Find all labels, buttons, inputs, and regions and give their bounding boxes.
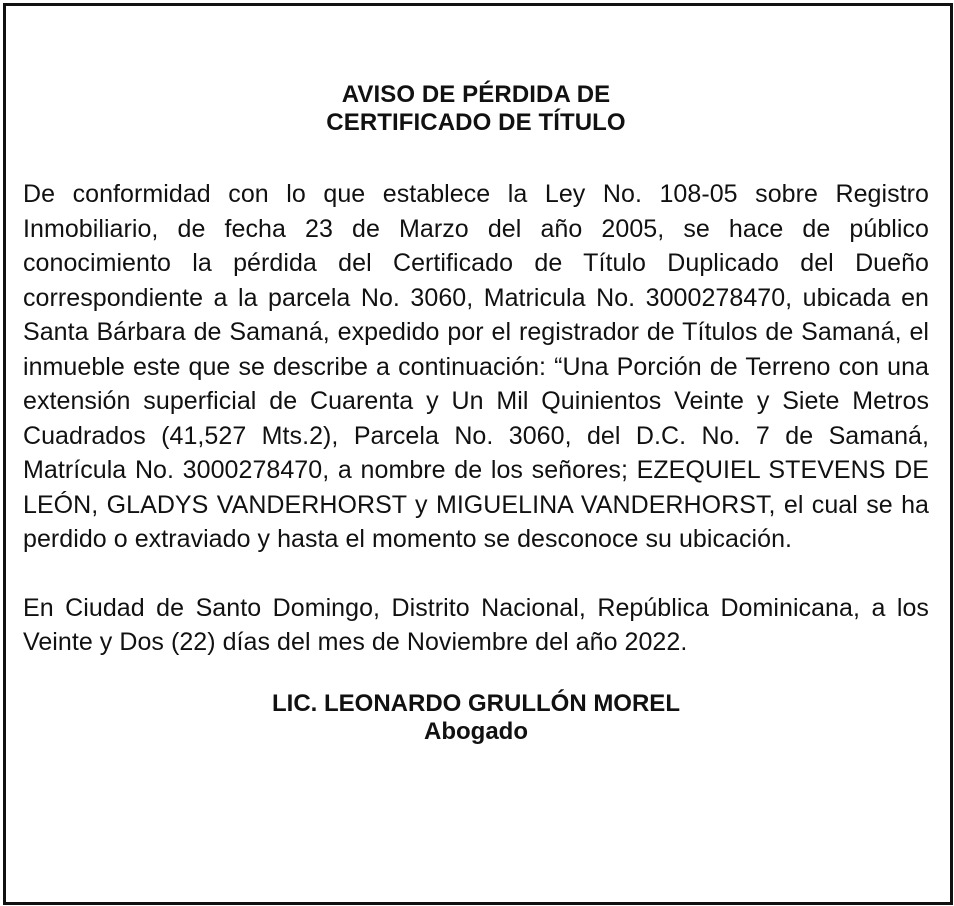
notice-body-paragraph: De conformidad con lo que establece la Ley No. 108-05 sobre Registro Inmobiliario, de fecha 23 de Marzo del año 2005, se hace de público conocimiento la pérdida del Certificado de Título Duplicado del Dueño correspondiente a la parcela No. 3060, Matricula No. 3000278470, ubicada en Santa Bárbara de Samaná, expedido por el registrador de Títulos de Samaná, el inmueble este que se describe a continuación: “Una Porción de Terreno con una extensión superficial de Cuarenta y Un Mil Quinientos Veinte y Siete Metros Cuadrados (41,527 Mts.2), Parcela No. 3060, del D.C. No. 7 de Samaná, Matrícula No. 3000278470, a nombre de los señores; EZEQUIEL STEVENS DE LEÓN, GLADYS VANDERHORST y MIGUELINA VANDERHORST, el cual se ha perdido o extraviado y hasta el momento se desconoce su ubicación.: [23, 180, 929, 553]
notice-content: [23, 81, 929, 746]
place-and-date-paragraph: En Ciudad de Santo Domingo, Distrito Nacional, República Dominicana, a los Veinte y Dos (22) días del mes de Noviembre del año 2022.: [23, 593, 929, 656]
title-line-2: CERTIFICADO DE TÍTULO: [326, 109, 626, 136]
notice-frame: [3, 3, 953, 905]
signer-name: LIC. LEONARDO GRULLÓN MOREL: [272, 689, 680, 717]
signature-block: [23, 690, 929, 746]
signer-title: Abogado: [424, 717, 528, 745]
title-line-1: AVISO DE PÉRDIDA DE: [341, 81, 611, 108]
notice-title: [23, 81, 929, 137]
